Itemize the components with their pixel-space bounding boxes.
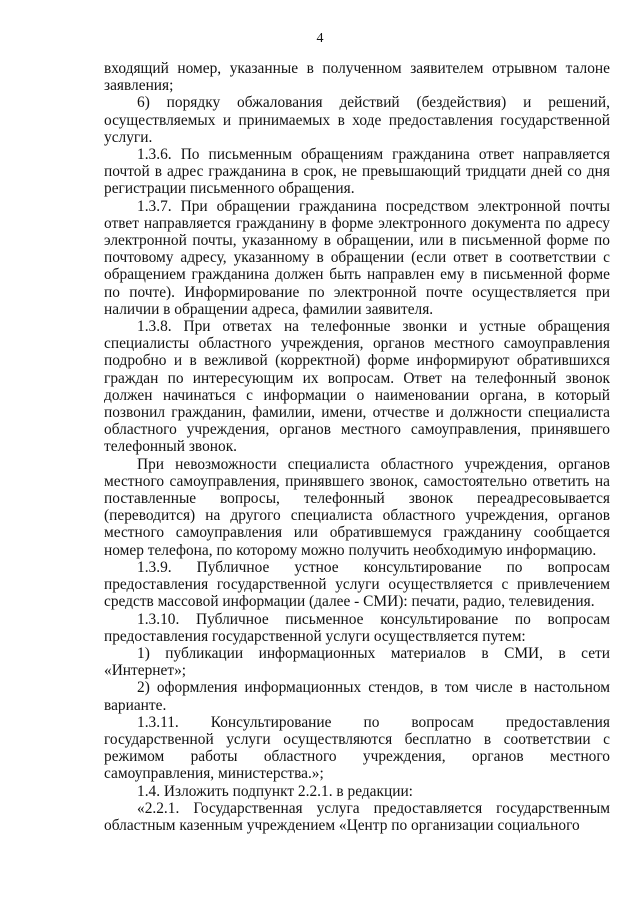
paragraph: 1.4. Изложить подпункт 2.2.1. в редакции: <box>137 782 413 800</box>
paragraph: При невозможности специалиста областного учреждения, органов местного самоуправления, принявшего звонок, самостоятельно ответить на поставленные вопросы, телефонный звонок переадресовывается (переводится) на другого специалиста областного учреждения, органов местного самоуправления или обратившемуся гражданину сообщается номер телефона, по которому можно получить необходимую информацию. <box>104 455 610 559</box>
paragraph: 1.3.6. По письменным обращениям гражданина ответ направляется почтой в адрес гражданина в срок, не превышающий тридцати дней со дня регистрации письменного обращения. <box>104 146 610 198</box>
paragraph: 2) оформления информационных стендов, в том числе в настольном варианте. <box>104 679 610 714</box>
paragraph: 1.3.10. Публичное письменное консультирование по вопросам предоставления государственной услуги осуществляется путем: <box>104 610 610 645</box>
paragraph: 1.3.7. При обращении гражданина посредством электронной почты ответ направляется гражданину в форме электронного документа по адресу электронной почты, указанному в обращении, или в письменной форме по почтовому адресу, указанному в обращении (если ответ в соответствии с обращением гражданина должен быть направлен ему в письменной форме по почте). Информирование по электронной почте осуществляется при наличии в обращении адреса, фамилии заявителя. <box>104 197 610 318</box>
paragraph: 1.3.9. Публичное устное консультирование по вопросам предоставления государственной услуги осуществляется с привлечением средств массовой информации (далее - СМИ): печати, радио, телевидения. <box>104 558 610 611</box>
document-body <box>104 60 610 834</box>
paragraph: 1.3.8. При ответах на телефонные звонки и устные обращения специалисты областного учреждения, органов местного самоуправления подробно и в вежливой (корректной) форме информируют обратившихся граждан по интересующим их вопросам. Ответ на телефонный звонок должен начинаться с информации о наименовании органа, в который позвонил гражданин, фамилии, имени, отчестве и должности специалиста областного учреждения, органов местного самоуправления, принявшего телефонный звонок. <box>104 318 610 456</box>
paragraph: 1) публикации информационных материалов в СМИ, в сети «Интернет»; <box>104 644 610 680</box>
paragraph: «2.2.1. Государственная услуга предоставляется государственным областным казенным учреждением «Центр по организации социального <box>104 799 610 834</box>
page-number: 4 <box>316 31 324 46</box>
paragraph: входящий номер, указанные в полученном заявителем отрывном талоне заявления; <box>104 60 610 95</box>
paragraph: 1.3.11. Консультирование по вопросам предоставления государственной услуги осуществляются бесплатно в соответствии с режимом работы областного учреждения, органов местного самоуправления, министерства.»; <box>104 713 610 783</box>
paragraph: 6) порядку обжалования действий (бездействия) и решений, осуществляемых и принимаемых в ходе предоставления государственной услуги. <box>104 94 610 146</box>
